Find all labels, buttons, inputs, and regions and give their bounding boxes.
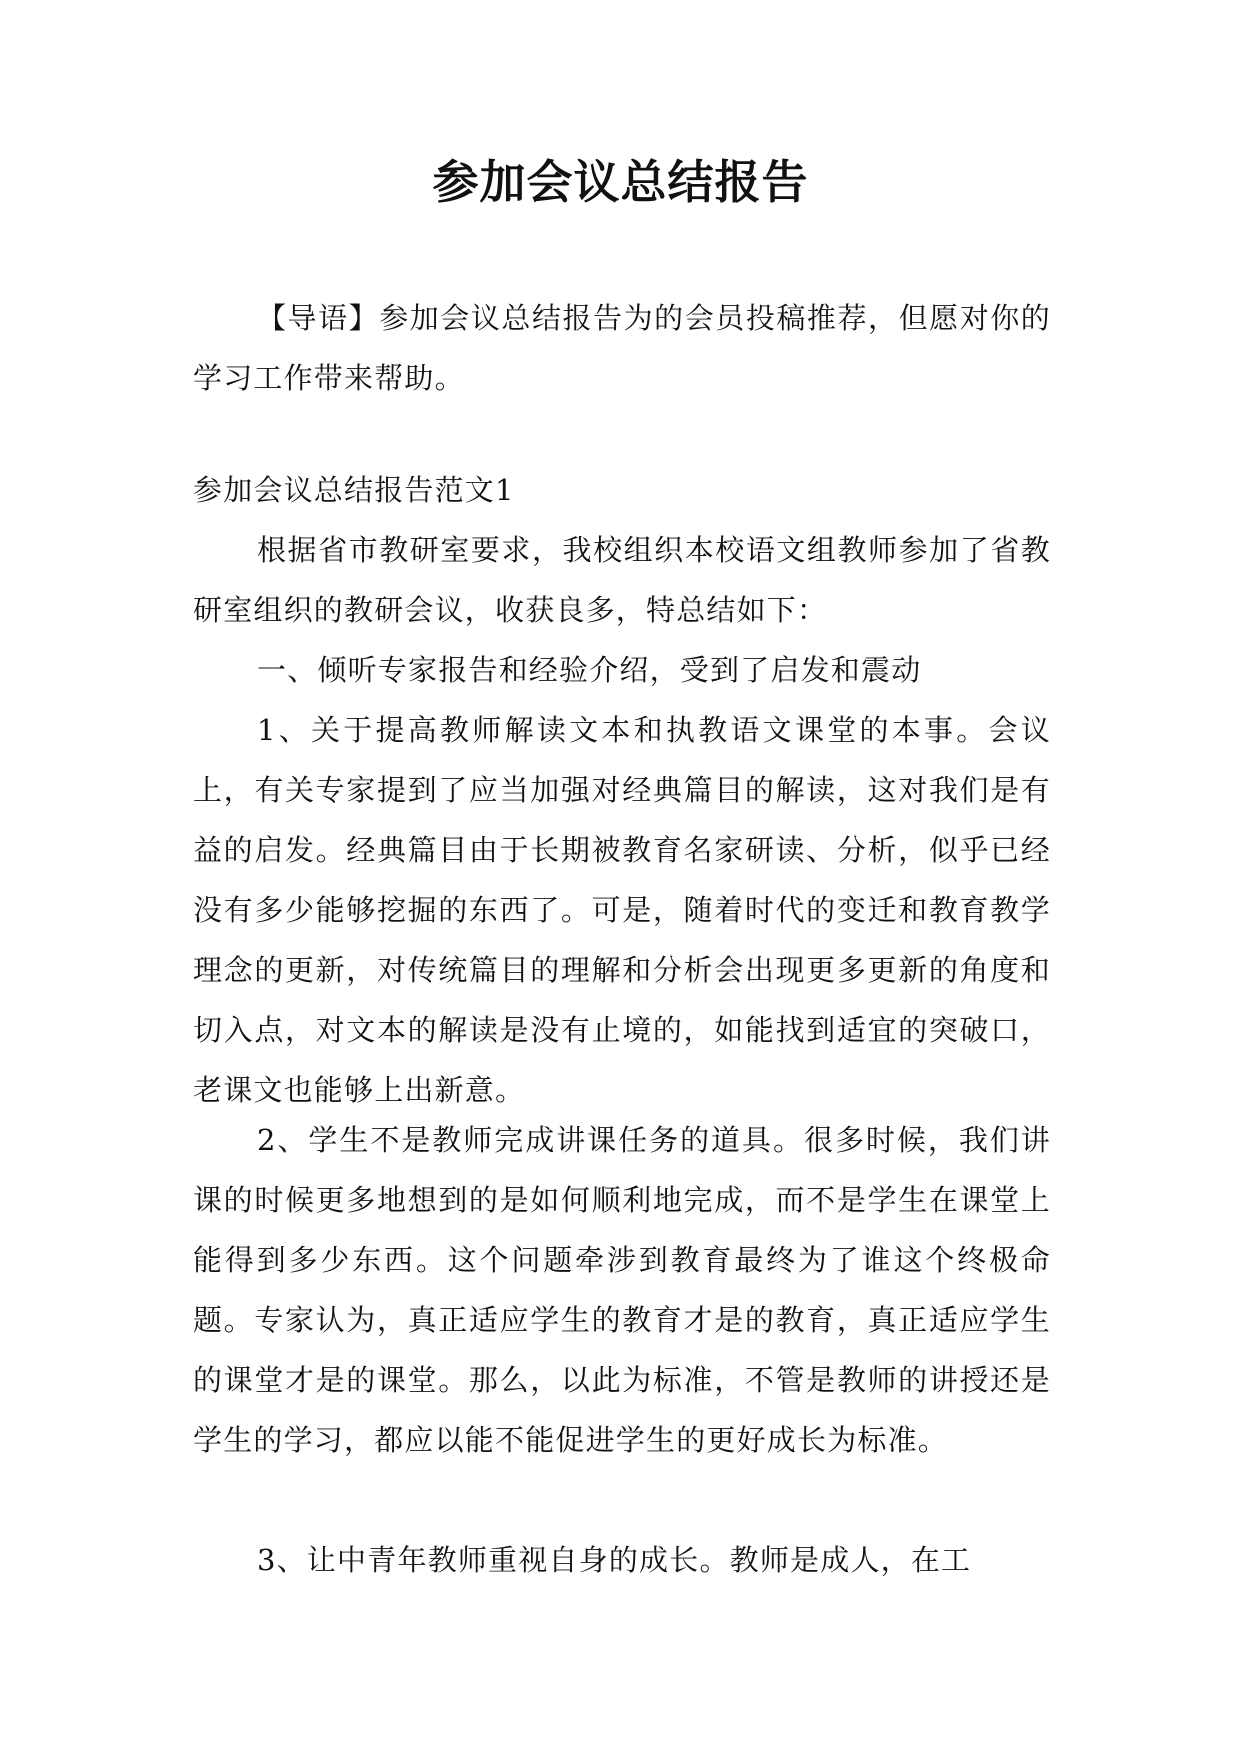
- section-heading: 参加会议总结报告范文1: [193, 473, 515, 507]
- body-paragraph: 3、让中青年教师重视自身的成长。教师是成人，在工: [257, 1543, 972, 1577]
- intro-paragraph: 【导语】参加会议总结报告为的会员投稿推荐，但愿对你的学习工作带来帮助。: [193, 301, 1051, 395]
- body-paragraph: 1、关于提高教师解读文本和执教语文课堂的本事。会议上，有关专家提到了应当加强对经典篇目的解读，这对我们是有益的启发。经典篇目由于长期被教育名家研读、分析，似乎已经没有多少能够挖掘的东西了。可是，随着时代的变迁和教育教学理念的更新，对传统篇目的理解和分析会出现更多更新的角度和切入点，对文本的解读是没有止境的，如能找到适宜的突破口，老课文也能够上出新意。: [193, 713, 1051, 1107]
- body-paragraph: 2、学生不是教师完成讲课任务的道具。很多时候，我们讲课的时候更多地想到的是如何顺利地完成，而不是学生在课堂上能得到多少东西。这个问题牵涉到教育最终为了谁这个终极命题。专家认为，真正适应学生的教育才是的教育，真正适应学生的课堂才是的课堂。那么，以此为标准，不管是教师的讲授还是学生的学习，都应以能不能促进学生的更好成长为标准。: [193, 1123, 1051, 1457]
- section-subheading: 一、倾听专家报告和经验介绍，受到了启发和震动: [257, 653, 922, 687]
- page-title: 参加会议总结报告: [432, 155, 809, 209]
- body-paragraph: 根据省市教研室要求，我校组织本校语文组教师参加了省教研室组织的教研会议，收获良多，特总结如下：: [193, 533, 1051, 627]
